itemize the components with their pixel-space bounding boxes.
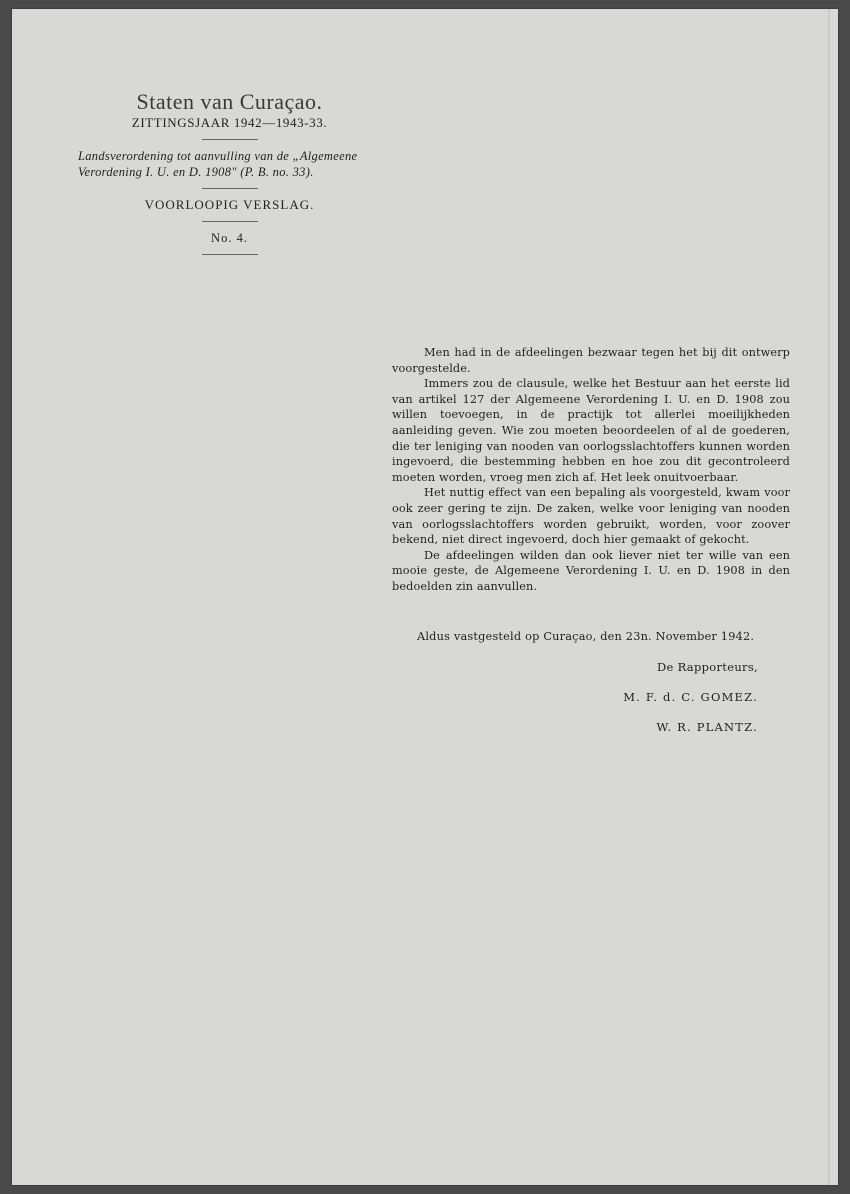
session-year: ZITTINGSJAAR 1942—1943-33. bbox=[131, 115, 328, 130]
report-title: VOORLOOPIG VERSLAG. bbox=[144, 197, 315, 212]
body-paragraph: De afdeelingen wilden dan ook liever niet ter wille van een mooie geste, de Algemeene Verordening I. U. en D. 1908 in den bedoelden zin aanvullen. bbox=[392, 548, 790, 593]
document-header bbox=[77, 89, 382, 263]
divider bbox=[202, 221, 258, 222]
document-page bbox=[12, 9, 838, 1185]
subject-line: Landsverordening tot aanvulling van de „Algemeene Verordening I. U. en D. 1908" (P. B. no. 33). bbox=[78, 149, 358, 179]
document-title: Staten van Curaçao. bbox=[136, 89, 323, 114]
divider bbox=[202, 188, 258, 189]
signatory-plantz: W. R. PLANTZ. bbox=[656, 720, 758, 734]
signatory-gomez: M. F. d. C. GOMEZ. bbox=[623, 690, 758, 704]
body-paragraph: Immers zou de clausule, welke het Bestuur aan het eerste lid van artikel 127 der Algemeene Verordening I. U. en D. 1908 zou willen toevoegen, in de practijk tot allerlei moeilijkheden aanleiding geven. Wie zou moeten beoordeelen of al de goederen, die ter leniging van nooden van oorlogsslachtoffers kunnen worden ingevoerd, die bestemming hebben en hoe zou dit gecontroleerd moeten worden, vroeg men zich af. Het leek onuitvoerbaar. bbox=[392, 377, 790, 484]
divider bbox=[202, 254, 258, 255]
divider bbox=[202, 139, 258, 140]
page-edge bbox=[828, 9, 830, 1185]
closing-line: Aldus vastgesteld op Curaçao, den 23n. November 1942. bbox=[417, 630, 755, 643]
body-paragraph: Het nuttig effect van een bepaling als voorgesteld, kwam voor ook zeer gering te zijn. De zaken, welke voor leniging van nooden van oorlogsslachtoffers worden gebruikt, worden, voor zoover bekend, niet direct ingevoerd, doch hier gemaakt of gekocht. bbox=[392, 486, 790, 547]
report-body bbox=[392, 345, 790, 595]
report-number: No. 4. bbox=[211, 231, 248, 245]
rapporteurs-label: De Rapporteurs, bbox=[657, 660, 758, 674]
body-paragraph: Men had in de afdeelingen bezwaar tegen het bij dit ontwerp voorgestelde. bbox=[392, 346, 790, 375]
